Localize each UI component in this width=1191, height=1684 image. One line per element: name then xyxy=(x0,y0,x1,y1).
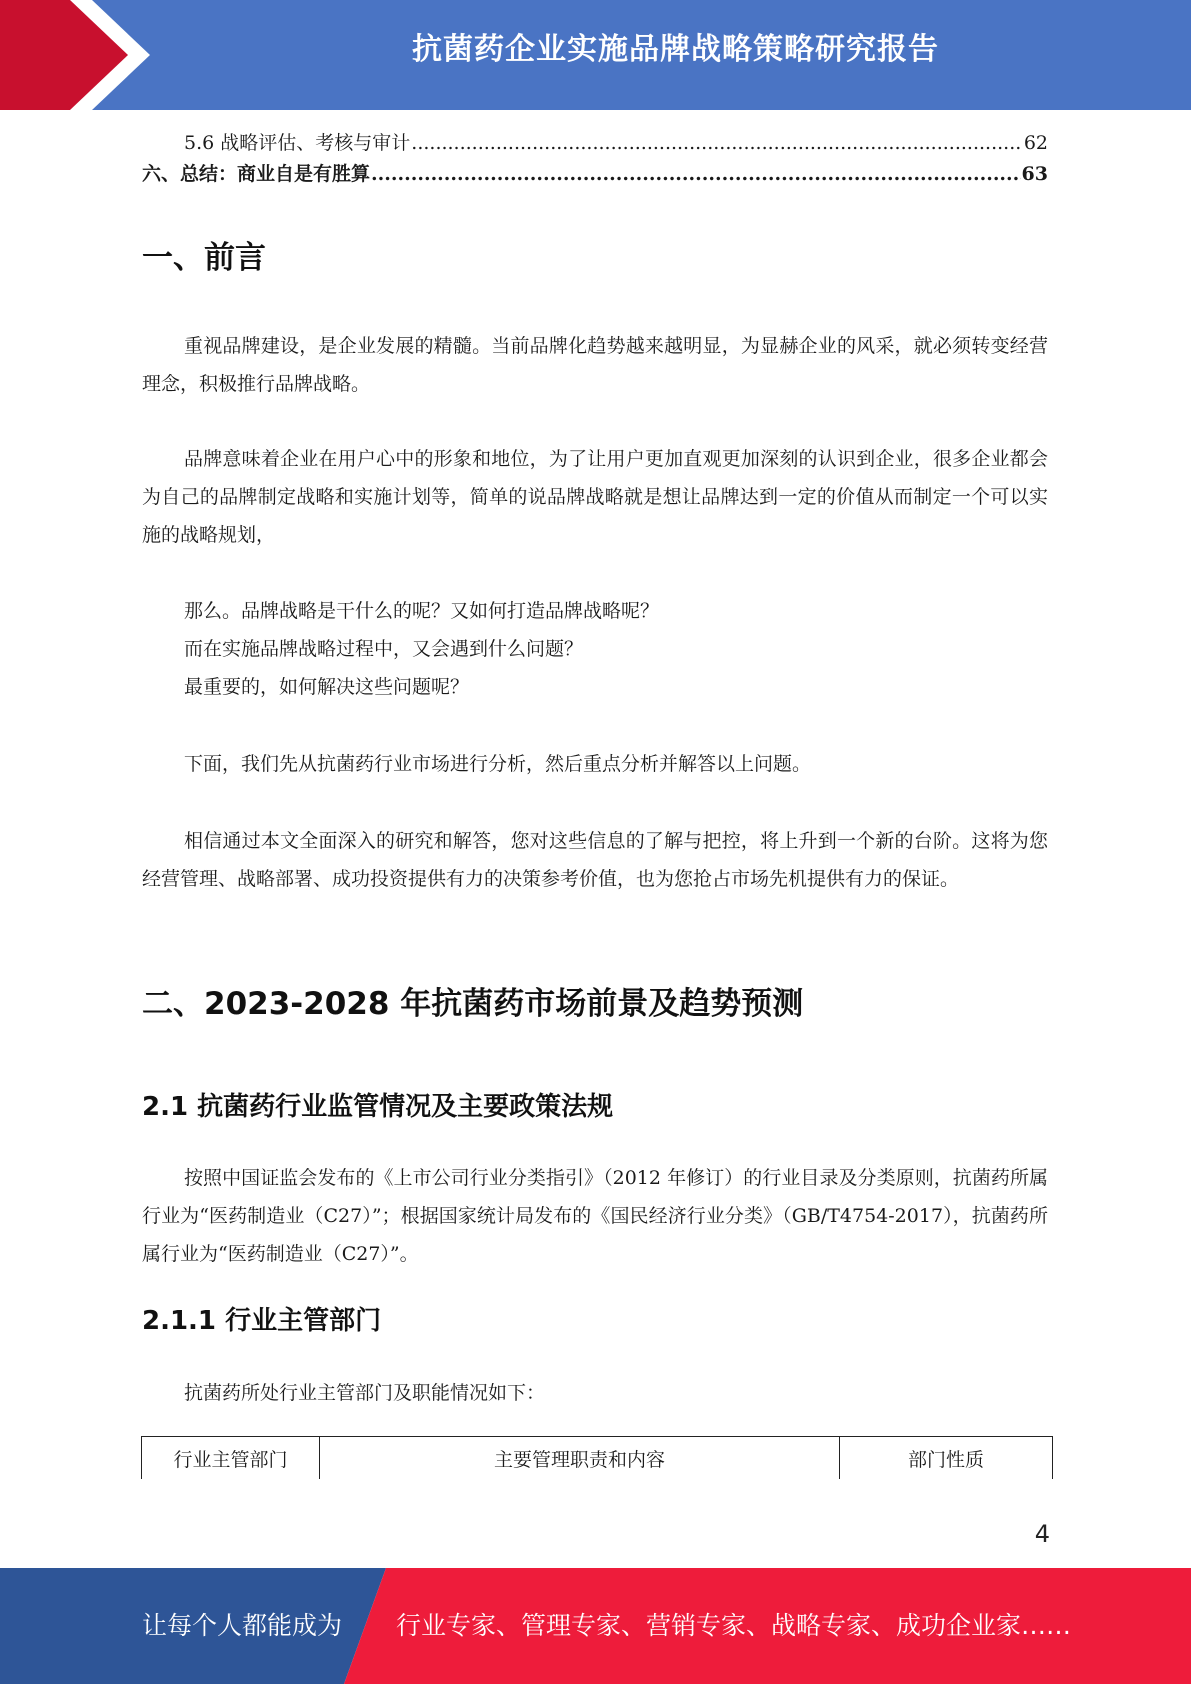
report-title: 抗菌药企业实施品牌战略策略研究报告 xyxy=(412,32,939,67)
table-header-cell: 行业主管部门 xyxy=(142,1437,320,1479)
footer-slogan-right: 行业专家、管理专家、营销专家、战略专家、成功企业家…… xyxy=(396,1611,1072,1640)
question-line: 最重要的，如何解决这些问题呢？ xyxy=(184,676,470,698)
footer-banner xyxy=(0,1568,1191,1684)
table-header-cell: 部门性质 xyxy=(907,1448,984,1471)
question-line: 那么。品牌战略是干什么的呢？又如何打造品牌战略呢？ xyxy=(184,600,660,622)
toc-leader-dots xyxy=(411,132,1023,154)
page-number: 4 xyxy=(1034,1520,1050,1548)
paragraph: 按照中国证监会发布的《上市公司行业分类指引》（2012 年修订）的行业目录及分类原则，抗菌药所属行业为“医药制造业（C27）”；根据国家统计局发布的《国民经济行业分类》（GB/T4754-2017），抗菌药所属行业为“医药制造业（C27）”。 xyxy=(142,1167,1048,1265)
chevron-arrow-icon xyxy=(0,0,160,110)
header-banner xyxy=(0,0,1191,110)
subsection-heading: 2.1 抗菌药行业监管情况及主要政策法规 xyxy=(142,1092,614,1122)
paragraph: 品牌意味着企业在用户心中的形象和地位，为了让用户更加直观更加深刻的认识到企业，很多企业都会为自己的品牌制定战略和实施计划等，简单的说品牌战略就是想让品牌达到一定的价值从而制定一个可以实施的战略规划， xyxy=(142,448,1048,546)
toc-title: 总结：商业自是有胜算 xyxy=(180,163,371,185)
toc-entry[interactable] xyxy=(142,159,1048,190)
paragraph: 下面，我们先从抗菌药行业市场进行分析，然后重点分析并解答以上问题。 xyxy=(184,753,812,775)
toc-number: 六、 xyxy=(142,163,181,185)
toc-leader-dots xyxy=(371,163,1021,185)
departments-table xyxy=(141,1436,1053,1479)
table-of-contents xyxy=(142,128,1048,190)
table-header-cell: 主要管理职责和内容 xyxy=(320,1437,840,1479)
paragraph: 重视品牌建设，是企业发展的精髓。当前品牌化趋势越来越明显，为显赫企业的风采，就必须转变经营理念，积极推行品牌战略。 xyxy=(142,335,1048,395)
question-line: 而在实施品牌战略过程中，又会遇到什么问题？ xyxy=(184,638,584,660)
subsubsection-heading: 2.1.1 行业主管部门 xyxy=(142,1306,382,1336)
footer-slogan-left: 让每个人都能成为 xyxy=(142,1611,343,1640)
section-heading: 二、2023-2028 年抗菌药市场前景及趋势预测 xyxy=(142,986,804,1022)
paragraph: 相信通过本文全面深入的研究和解答，您对这些信息的了解与把控，将上升到一个新的台阶。这将为您经营管理、战略部署、成功投资提供有力的决策参考价值，也为您抢占市场先机提供有力的保证。 xyxy=(142,830,1048,890)
toc-number: 5.6 xyxy=(184,132,215,154)
toc-page: 62 xyxy=(1023,132,1048,154)
toc-entry[interactable] xyxy=(142,128,1048,159)
toc-page: 63 xyxy=(1021,163,1048,185)
section-heading: 一、前言 xyxy=(142,240,266,276)
toc-title: 战略评估、考核与审计 xyxy=(220,132,411,154)
paragraph: 抗菌药所处行业主管部门及职能情况如下： xyxy=(184,1382,546,1404)
